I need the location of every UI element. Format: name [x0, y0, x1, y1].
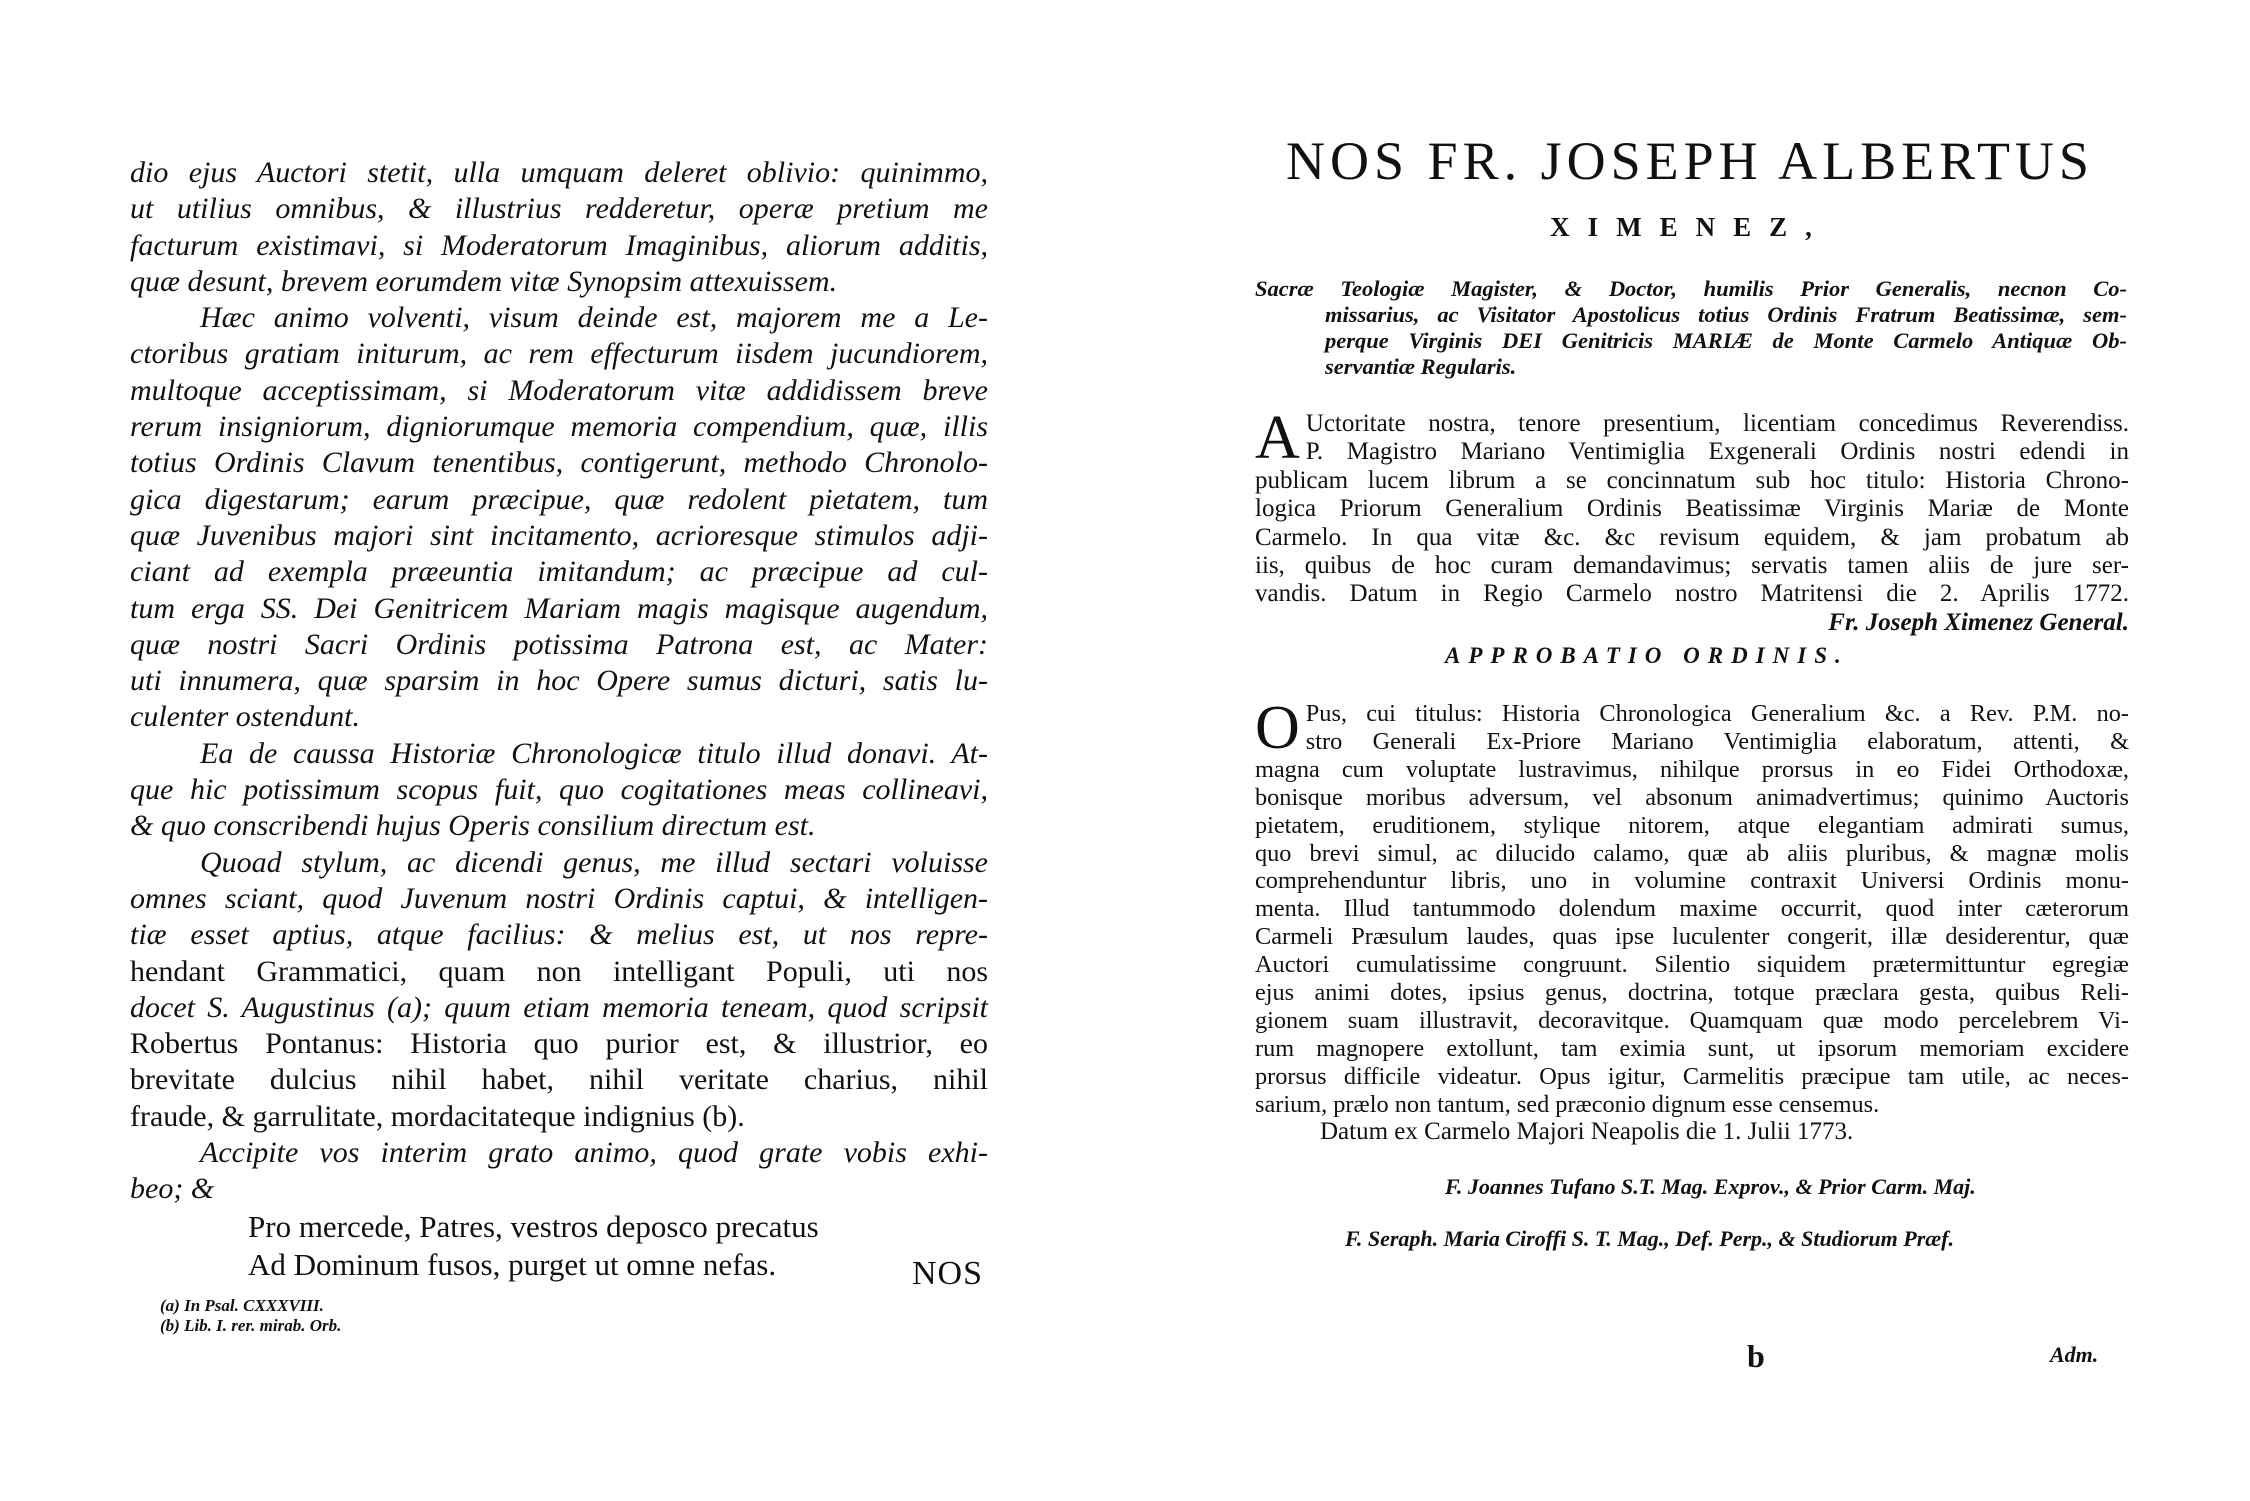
- text-line: ut utilius omnibus, & illustrius redderetur, operæ pretium me: [130, 192, 988, 226]
- text-line: beo; &: [130, 1172, 215, 1206]
- right-page: [1125, 0, 2250, 1501]
- text-line: docet S. Augustinus (a); quum etiam memoria teneam, quod scripsit: [130, 990, 988, 1024]
- text-line: fraude, & garrulitate, mordacitateque indignius (b).: [130, 1099, 745, 1133]
- text-line: Hæc animo volventi, visum deinde est, majorem me a Le-: [200, 301, 988, 335]
- text-line: hendant Grammatici, quam non intelligant Populi, uti nos: [130, 954, 988, 988]
- approbatio-heading: APPROBATIO ORDINIS.: [1445, 643, 1849, 668]
- approbatio-line: quo brevi simul, ac dilucido calamo, quæ ab aliis pluribus, & magnæ molis: [1255, 839, 2129, 867]
- text-line: ciant ad exempla præeuntia imitandum; ac præcipue ad cul-: [130, 555, 988, 589]
- decree-line: vandis. Datum in Regio Carmelo nostro Matritensi die 2. Aprilis 1772.: [1255, 580, 2129, 608]
- text-line: ctoribus gratiam initurum, ac rem effecturum iisdem jucundiorem,: [130, 337, 988, 371]
- titles-line: Sacræ Teologiæ Magister, & Doctor, humilis Prior Generalis, necnon Co-: [1255, 276, 2127, 301]
- drop-cap: O: [1255, 694, 1300, 762]
- approbatio-line: sarium, prælo non tantum, sed præconio dignum esse censemus.: [1255, 1090, 1880, 1118]
- text-line: Robertus Pontanus: Historia quo purior est, & illustrior, eo: [130, 1027, 988, 1061]
- text-line: gica digestarum; earum præcipue, quæ redolent pietatem, tum: [130, 482, 988, 516]
- signature-tufano: F. Joannes Tufano S.T. Mag. Exprov., & Prior Carm. Maj.: [1445, 1174, 1976, 1199]
- text-line: rerum insigniorum, digniorumque memoria compendium, quæ, illis: [130, 410, 988, 444]
- footnote: (b) Lib. I. rer. mirab. Orb.: [160, 1316, 342, 1335]
- text-line: tiæ esset aptius, atque facilius: & melius est, ut nos repre-: [130, 918, 988, 952]
- decree-line: iis, quibus de hoc curam demandavimus; servatis tamen aliis de jure ser-: [1255, 552, 2129, 580]
- footnote: (a) In Psal. CXXXVIII.: [160, 1296, 324, 1315]
- approbatio-line: Pus, cui titulus: Historia Chronologica Generalium &c. a Rev. P.M. no-: [1305, 700, 2129, 727]
- decree-line: Carmelo. In qua vitæ &c. &c revisum equidem, & jam probatum ab: [1255, 523, 2129, 551]
- decree-paragraph: [1255, 404, 2129, 637]
- catchword: Adm.: [2050, 1342, 2099, 1367]
- text-line: totius Ordinis Clavum tenentibus, contigerunt, methodo Chronolo-: [130, 446, 988, 480]
- left-text-column: [130, 155, 988, 1284]
- text-line: tum erga SS. Dei Genitricem Mariam magis magisque augendum,: [130, 591, 988, 625]
- text-line: omnes sciant, quod Juvenum nostri Ordinis captui, & intelligen-: [130, 881, 988, 915]
- titles-line: perque Virginis DEI Genitricis MARIÆ de Monte Carmelo Antiquæ Ob-: [1325, 328, 2127, 353]
- datum-line: Datum ex Carmelo Majori Neapolis die 1. Julii 1773.: [1320, 1118, 1854, 1145]
- footnotes: [160, 1296, 341, 1336]
- text-line: multoque acceptissimam, si Moderatorum vitæ addidissem breve: [130, 373, 988, 407]
- approbatio-line: Auctori cumulatissime congruunt. Silentio siquidem prætermittuntur egregiæ: [1255, 951, 2129, 979]
- approbatio-line: Carmeli Præsulum laudes, quas ipse luculenter congerit, illæ desiderentur, quæ: [1255, 923, 2129, 951]
- text-line: brevitate dulcius nihil habet, nihil veritate charius, nihil: [130, 1063, 988, 1097]
- titles-line: servantiæ Regularis.: [1325, 354, 1517, 379]
- text-line: quæ desunt, brevem eorumdem vitæ Synopsim attexuissem.: [130, 264, 838, 298]
- page-title: NOS FR. JOSEPH ALBERTUS: [1286, 131, 2094, 191]
- text-line: uti innumera, quæ sparsim in hoc Opere sumus dicturi, satis lu-: [130, 664, 988, 698]
- decree-line: logica Priorum Generalium Ordinis Beatissimæ Virginis Mariæ de Monte: [1255, 495, 2129, 523]
- titles-line: missarius, ac Visitator Apostolicus totius Ordinis Fratrum Beatissimæ, sem-: [1325, 302, 2127, 327]
- text-line: & quo conscribendi hujus Operis consilium directum est.: [130, 809, 816, 843]
- approbatio-line: ejus animi dotes, ipsius genus, doctrina, totque præclara gesta, quibus Reli-: [1255, 979, 2129, 1007]
- decree-line: publicam lucem librum a se concinnatum sub hoc titulo: Historia Chrono-: [1255, 466, 2129, 494]
- approbatio-line: magna cum voluptate lustravimus, nihilque prorsus in eo Fidei Orthodoxæ,: [1255, 755, 2129, 783]
- text-line: quæ nostri Sacri Ordinis potissima Patrona est, ac Mater:: [130, 627, 988, 661]
- signature-ciroffi: F. Seraph. Maria Ciroffi S. T. Mag., Def. Perp., & Studiorum Præf.: [1345, 1226, 1954, 1251]
- approbatio-line: bonisque moribus adversum, vel absonum animadvertimus; quinimo Auctoris: [1255, 783, 2129, 811]
- verse-line: Pro mercede, Patres, vestros deposco precatus: [248, 1208, 819, 1244]
- approbatio-line: comprehenduntur libris, uno in volumine contraxit Universi Ordinis monu-: [1255, 867, 2129, 895]
- catchword: NOS: [911, 1255, 983, 1292]
- text-line: que hic potissimum scopus fuit, quo cogitationes meas collineavi,: [130, 773, 988, 807]
- text-line: dio ejus Auctori stetit, ulla umquam deleret oblivio: quinimmo,: [130, 156, 988, 189]
- page-subtitle: XIMENEZ,: [1550, 212, 1830, 242]
- drop-cap: A: [1255, 404, 1300, 472]
- approbatio-line: menta. Illud tantummodo dolendum maxime occurrit, quod inter cæterorum: [1255, 895, 2129, 923]
- verse-line: Ad Dominum fusos, purget ut omne nefas.: [248, 1246, 777, 1282]
- approbatio-line: prorsus difficile videatur. Opus igitur, Carmelitis præcipue tam utile, ac neces-: [1255, 1062, 2129, 1090]
- approbatio-line: pietatem, eruditionem, stylique nitorem, atque elegantiam admirati sumus,: [1255, 811, 2129, 839]
- text-line: culenter ostendunt.: [130, 700, 360, 734]
- signature-mark: b: [1747, 1338, 1765, 1374]
- decree-signature: Fr. Joseph Ximenez General.: [1828, 608, 2129, 636]
- decree-line: P. Magistro Mariano Ventimiglia Exgenerali Ordinis nostri edendi in: [1305, 438, 2129, 466]
- approbatio-line: gionem suam illustravit, decoravitque. Quamquam quæ modo percelebrem Vi-: [1255, 1006, 2129, 1034]
- text-line: Quoad stylum, ac dicendi genus, me illud sectari voluisse: [200, 845, 988, 879]
- text-line: facturum existimavi, si Moderatorum Imaginibus, aliorum additis,: [130, 228, 988, 262]
- text-line: Accipite vos interim grato animo, quod grate vobis exhi-: [200, 1136, 988, 1170]
- text-line: Ea de caussa Historiæ Chronologicæ titulo illud donavi. At-: [200, 736, 988, 770]
- titles-block: [1255, 276, 2127, 380]
- text-line: quæ Juvenibus majori sint incitamento, acrioresque stimulos adji-: [130, 518, 988, 552]
- approbatio-paragraph: [1255, 694, 2129, 1119]
- approbatio-line: stro Generali Ex-Priore Mariano Ventimiglia elaboratum, attenti, &: [1305, 727, 2129, 755]
- decree-line: Uctoritate nostra, tenore presentium, licentiam concedimus Reverendiss.: [1305, 410, 2129, 437]
- approbatio-line: rum magnopere extollunt, tam eximia sunt, ut ipsorum memoriam excidere: [1255, 1034, 2129, 1062]
